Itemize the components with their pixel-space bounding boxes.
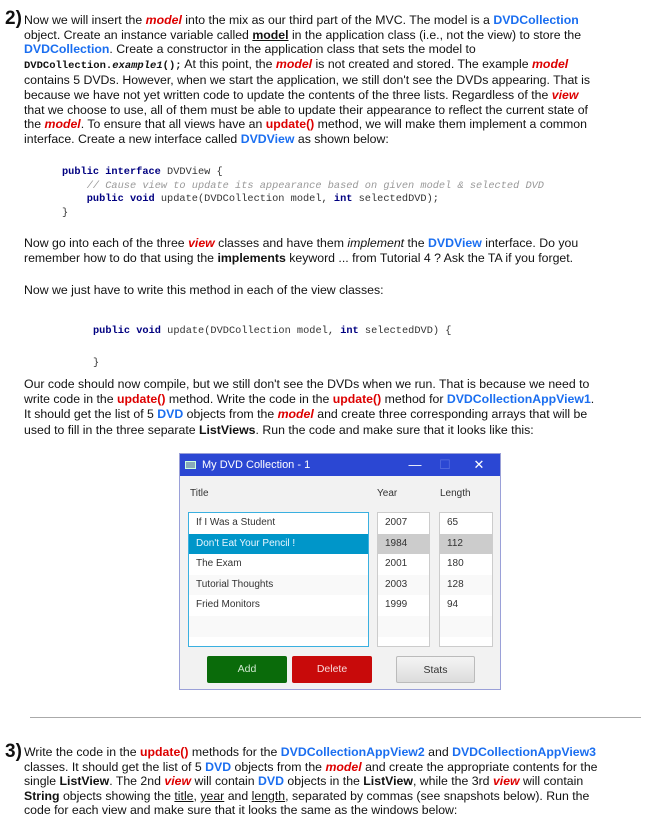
text-segment: object. Create an instance variable called <box>24 27 253 42</box>
code-text: } <box>62 206 69 219</box>
section-number-2: 2) <box>5 8 22 29</box>
year-list[interactable] <box>377 512 430 647</box>
text-segment: At this point, the <box>181 56 276 71</box>
highlighted-term: DVD <box>157 407 184 422</box>
highlighted-term: DVDView <box>428 236 482 250</box>
code-keyword: int <box>340 325 359 337</box>
text-line <box>24 283 384 298</box>
highlighted-term: length <box>251 788 286 803</box>
text-line <box>24 789 598 804</box>
text-line <box>24 103 590 118</box>
text-segment: the <box>404 236 429 250</box>
maximize-button[interactable]: ☐ <box>439 457 451 472</box>
list-item[interactable]: 2001 <box>385 558 408 570</box>
list-item[interactable]: 1984 <box>378 534 429 555</box>
text-segment: classes and have them <box>214 236 348 250</box>
minimize-button[interactable]: — <box>408 457 422 472</box>
code-keyword: public void <box>93 325 161 337</box>
highlighted-term: update() <box>139 745 189 759</box>
highlighted-term: example1 <box>112 59 163 72</box>
code-comment: // Cause view to update its appearance based on given model & selected DVD <box>86 179 544 192</box>
text-line <box>24 377 594 392</box>
text-line <box>24 236 578 251</box>
highlighted-term: implements <box>217 250 286 265</box>
text-segment: code for each view and make sure that it looks the same as the windows below: <box>24 803 458 818</box>
text-segment: . Create a constructor in the application class that sets the model to <box>109 42 476 57</box>
add-button[interactable]: Add <box>207 656 287 683</box>
section-number-3: 3) <box>5 741 22 762</box>
text-line <box>24 88 590 103</box>
text-segment: Now we just have to write this method in each of the view classes: <box>24 283 384 297</box>
highlighted-term: model <box>275 56 313 71</box>
length-label: Length <box>440 488 471 499</box>
text-segment: remember how to do that using the <box>24 250 218 265</box>
app-icon <box>185 461 196 469</box>
highlighted-term: view <box>551 87 579 102</box>
highlighted-term: ListViews <box>199 422 256 437</box>
list-item[interactable]: 94 <box>447 599 459 611</box>
text-segment: . The 2nd <box>109 774 165 789</box>
text-segment: method for <box>381 392 447 407</box>
highlighted-term: DVDCollection <box>493 13 579 27</box>
highlighted-term: model <box>325 759 362 774</box>
text-line <box>24 132 590 147</box>
method-paragraph <box>24 283 384 298</box>
text-segment: and create three corresponding arrays that will be <box>313 407 588 422</box>
text-line <box>24 774 598 789</box>
text-segment: contains 5 DVDs. However, when we start the application, we still don't see the DVDs appearing. That is <box>24 73 591 88</box>
list-item[interactable]: 65 <box>447 517 459 528</box>
highlighted-term: DVDCollection <box>24 42 110 57</box>
highlighted-term: ListView <box>363 774 413 789</box>
code-text: update(DVDCollection model, <box>160 325 341 337</box>
text-segment: Our code should now compile, but we still don't see the DVDs when we run. That is because we need to <box>24 377 590 391</box>
intro-paragraph <box>24 13 590 146</box>
code-keyword: public interface <box>62 166 161 178</box>
text-line <box>24 745 598 760</box>
list-item[interactable]: Tutorial Thoughts <box>189 575 368 596</box>
text-line <box>24 57 590 74</box>
text-line <box>24 760 598 775</box>
highlighted-term: DVDCollection. <box>24 59 113 72</box>
text-segment: single <box>24 774 60 789</box>
text-segment: objects showing the <box>59 788 175 803</box>
text-line <box>24 407 594 422</box>
text-segment: as shown below: <box>294 131 389 146</box>
highlighted-term: update() <box>116 392 166 407</box>
text-segment: and <box>424 745 453 759</box>
highlighted-term: (); <box>162 59 182 72</box>
text-line <box>24 28 590 43</box>
highlighted-term: String <box>24 788 60 803</box>
list-item[interactable] <box>440 616 492 637</box>
text-segment: and <box>224 788 252 803</box>
code-text: update(DVDCollection model, <box>154 193 334 205</box>
highlighted-term: ListView <box>59 774 110 789</box>
dvd-collection-window <box>179 453 501 690</box>
text-segment: that we choose to use, all of them must be able to update their appearance to reflect the current state of <box>24 102 588 117</box>
list-item[interactable]: 112 <box>440 534 492 555</box>
text-segment: objects from the <box>183 407 278 422</box>
list-item[interactable]: If I Was a Student <box>196 517 276 528</box>
text-segment: write code in the <box>24 392 117 407</box>
stats-button[interactable]: Stats <box>396 656 475 683</box>
text-segment: , separated by commas (see snapshots below). Run the <box>285 788 590 803</box>
text-segment: objects from the <box>231 759 326 774</box>
highlighted-term: DVDCollectionAppView3 <box>452 745 597 759</box>
code-text: selectedDVD) { <box>358 325 452 337</box>
highlighted-term: view <box>492 774 520 789</box>
highlighted-term: DVD <box>258 774 284 789</box>
delete-button[interactable]: Delete <box>292 656 372 683</box>
window-titlebar[interactable] <box>180 454 500 476</box>
highlighted-term: implement <box>347 236 405 250</box>
highlighted-term: model <box>277 407 314 422</box>
list-item[interactable]: 1999 <box>385 599 408 611</box>
list-item[interactable]: 2007 <box>385 517 408 528</box>
text-line <box>24 13 590 28</box>
method-code-block <box>93 315 451 379</box>
title-label: Title <box>190 488 209 499</box>
text-line <box>24 392 594 407</box>
code-text: } <box>93 357 100 369</box>
window-title: My DVD Collection - 1 <box>202 459 311 471</box>
highlighted-term: model <box>252 27 289 42</box>
text-segment: interface. Create a new interface called <box>24 131 241 146</box>
text-segment: method. Write the code in the <box>165 392 333 407</box>
highlighted-term: year <box>200 788 225 803</box>
implement-paragraph <box>24 236 578 265</box>
list-item[interactable]: Fried Monitors <box>196 599 260 611</box>
list-item[interactable]: 2003 <box>378 575 429 596</box>
highlighted-term: model <box>145 13 182 27</box>
text-segment: , while the 3rd <box>412 774 493 789</box>
highlighted-term: model <box>44 117 81 132</box>
text-segment: and create the appropriate contents for the <box>361 759 598 774</box>
length-list[interactable] <box>439 512 493 647</box>
text-segment: objects in the <box>284 774 364 789</box>
list-item[interactable]: Don't Eat Your Pencil ! <box>189 534 368 555</box>
interface-code-block <box>62 166 544 220</box>
text-segment: used to fill in the three separate <box>24 422 199 437</box>
highlighted-term: DVDCollectionAppView1 <box>446 392 591 407</box>
list-item[interactable] <box>189 616 368 637</box>
highlighted-term: view <box>188 236 215 250</box>
text-segment: the <box>24 117 45 132</box>
close-button[interactable]: ✕ <box>473 457 485 472</box>
year-label: Year <box>377 488 398 499</box>
code-keyword: public void <box>86 193 155 205</box>
text-segment: will contain <box>191 774 259 789</box>
list-item[interactable]: 128 <box>440 575 492 596</box>
text-segment: Now we will insert the <box>24 13 146 27</box>
text-line <box>24 42 590 57</box>
highlighted-term: DVDView <box>240 131 295 146</box>
text-segment: . To ensure that all views have an <box>80 117 266 132</box>
highlighted-term: update() <box>332 392 382 407</box>
text-line <box>24 803 598 818</box>
text-segment: Write the code in the <box>24 745 140 759</box>
text-line <box>24 251 578 266</box>
text-segment: keyword ... from Tutorial 4 ? Ask the TA if you forget. <box>285 250 574 265</box>
text-segment: method, we will make them implement a common <box>314 117 587 132</box>
text-line <box>24 423 594 438</box>
text-line <box>24 117 590 132</box>
compile-paragraph <box>24 377 594 438</box>
text-segment: . Run the code and make sure that it looks like this: <box>255 422 534 437</box>
text-segment: interface. Do you <box>481 236 579 250</box>
title-list[interactable] <box>188 512 369 647</box>
text-segment: in the application class (i.e., not the view) to store the <box>288 27 582 42</box>
code-keyword: int <box>333 193 353 205</box>
text-segment: Now go into each of the three <box>24 236 189 250</box>
code-text: selectedDVD); <box>352 193 439 205</box>
list-item[interactable]: The Exam <box>196 558 242 570</box>
highlighted-term: model <box>532 56 569 71</box>
section-divider <box>30 717 641 718</box>
highlighted-term: view <box>164 774 192 789</box>
highlighted-term: title <box>174 788 194 803</box>
highlighted-term: DVDCollectionAppView2 <box>280 745 425 759</box>
text-segment: is not created and stored. The example <box>312 56 532 71</box>
highlighted-term: update() <box>265 117 315 132</box>
list-item[interactable]: 180 <box>447 558 464 570</box>
text-segment: into the mix as our third part of the MVC. The model is a <box>181 13 494 27</box>
text-line <box>24 73 590 88</box>
text-segment: , <box>193 788 201 803</box>
highlighted-term: DVD <box>205 759 232 774</box>
section3-paragraph <box>24 745 598 818</box>
text-segment: It should get the list of 5 <box>24 407 158 422</box>
text-segment: methods for the <box>188 745 281 759</box>
text-segment: because we have not yet written code to update the contents of the three lists. Regardless of the <box>24 87 552 102</box>
text-segment: will contain <box>519 774 584 789</box>
text-segment: classes. It should get the list of 5 <box>24 759 206 774</box>
code-text: DVDView { <box>160 166 223 178</box>
text-segment: . <box>590 392 595 407</box>
list-item[interactable] <box>378 616 429 637</box>
